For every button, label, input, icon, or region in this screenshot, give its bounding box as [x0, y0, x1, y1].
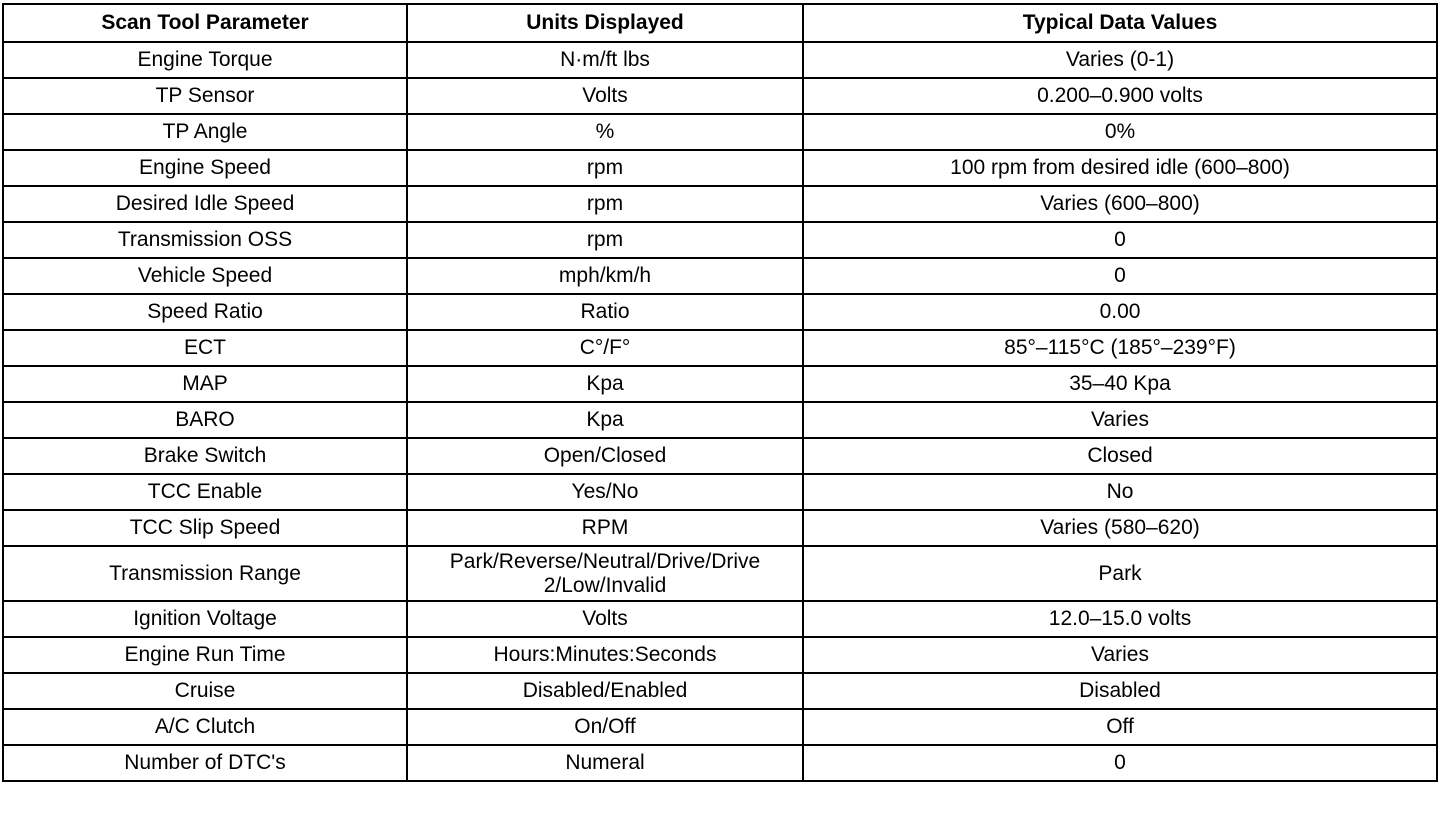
table-row — [3, 637, 1437, 673]
typical-value-cell: Park — [803, 546, 1437, 601]
table-row — [3, 673, 1437, 709]
header-typical-data-values: Typical Data Values — [803, 4, 1437, 42]
typical-value-cell: 0 — [803, 222, 1437, 258]
typical-value-cell: Closed — [803, 438, 1437, 474]
table-row — [3, 42, 1437, 78]
parameter-cell: Engine Torque — [3, 42, 407, 78]
scan-tool-data-table-container — [2, 3, 1436, 782]
units-cell: Kpa — [407, 366, 803, 402]
units-cell: C°/F° — [407, 330, 803, 366]
typical-value-cell: Disabled — [803, 673, 1437, 709]
units-cell: Park/Reverse/Neutral/Drive/Drive 2/Low/Invalid — [407, 546, 803, 601]
units-cell: Ratio — [407, 294, 803, 330]
table-row — [3, 709, 1437, 745]
table-row — [3, 330, 1437, 366]
typical-value-cell: Varies — [803, 402, 1437, 438]
units-cell: rpm — [407, 222, 803, 258]
units-cell: rpm — [407, 150, 803, 186]
units-cell: rpm — [407, 186, 803, 222]
parameter-cell: TP Sensor — [3, 78, 407, 114]
parameter-cell: TP Angle — [3, 114, 407, 150]
table-row — [3, 150, 1437, 186]
table-row — [3, 186, 1437, 222]
parameter-cell: Brake Switch — [3, 438, 407, 474]
parameter-cell: Speed Ratio — [3, 294, 407, 330]
table-row — [3, 601, 1437, 637]
parameter-cell: Vehicle Speed — [3, 258, 407, 294]
units-cell: mph/km/h — [407, 258, 803, 294]
units-cell: Numeral — [407, 745, 803, 781]
parameter-cell: Number of DTC's — [3, 745, 407, 781]
table-header-row — [3, 4, 1437, 42]
typical-value-cell: 0 — [803, 745, 1437, 781]
scan-tool-data-table — [2, 3, 1438, 782]
parameter-cell: BARO — [3, 402, 407, 438]
parameter-cell: Cruise — [3, 673, 407, 709]
table-row — [3, 402, 1437, 438]
table-row — [3, 294, 1437, 330]
units-cell: % — [407, 114, 803, 150]
typical-value-cell: 0.200–0.900 volts — [803, 78, 1437, 114]
parameter-cell: Desired Idle Speed — [3, 186, 407, 222]
parameter-cell: MAP — [3, 366, 407, 402]
parameter-cell: Transmission Range — [3, 546, 407, 601]
typical-value-cell: 0% — [803, 114, 1437, 150]
parameter-cell: A/C Clutch — [3, 709, 407, 745]
typical-value-cell: Off — [803, 709, 1437, 745]
typical-value-cell: 12.0–15.0 volts — [803, 601, 1437, 637]
table-row — [3, 114, 1437, 150]
table-row — [3, 745, 1437, 781]
table-row — [3, 438, 1437, 474]
table-row — [3, 222, 1437, 258]
typical-value-cell: No — [803, 474, 1437, 510]
parameter-cell: Engine Speed — [3, 150, 407, 186]
typical-value-cell: 0 — [803, 258, 1437, 294]
parameter-cell: Engine Run Time — [3, 637, 407, 673]
typical-value-cell: 85°–115°C (185°–239°F) — [803, 330, 1437, 366]
parameter-cell: Transmission OSS — [3, 222, 407, 258]
units-cell: Yes/No — [407, 474, 803, 510]
parameter-cell: Ignition Voltage — [3, 601, 407, 637]
units-cell: N·m/ft lbs — [407, 42, 803, 78]
units-cell: Disabled/Enabled — [407, 673, 803, 709]
units-cell: Open/Closed — [407, 438, 803, 474]
units-cell: RPM — [407, 510, 803, 546]
table-row — [3, 258, 1437, 294]
units-cell: Hours:Minutes:Seconds — [407, 637, 803, 673]
table-row — [3, 474, 1437, 510]
units-cell: On/Off — [407, 709, 803, 745]
units-cell: Kpa — [407, 402, 803, 438]
typical-value-cell: 0.00 — [803, 294, 1437, 330]
header-units-displayed: Units Displayed — [407, 4, 803, 42]
table-row — [3, 510, 1437, 546]
parameter-cell: TCC Enable — [3, 474, 407, 510]
typical-value-cell: 100 rpm from desired idle (600–800) — [803, 150, 1437, 186]
typical-value-cell: Varies (600–800) — [803, 186, 1437, 222]
typical-value-cell: Varies (580–620) — [803, 510, 1437, 546]
header-scan-tool-parameter: Scan Tool Parameter — [3, 4, 407, 42]
typical-value-cell: Varies — [803, 637, 1437, 673]
table-row — [3, 366, 1437, 402]
typical-value-cell: 35–40 Kpa — [803, 366, 1437, 402]
typical-value-cell: Varies (0-1) — [803, 42, 1437, 78]
parameter-cell: TCC Slip Speed — [3, 510, 407, 546]
table-row — [3, 546, 1437, 601]
table-row — [3, 78, 1437, 114]
parameter-cell: ECT — [3, 330, 407, 366]
units-cell: Volts — [407, 601, 803, 637]
units-cell: Volts — [407, 78, 803, 114]
